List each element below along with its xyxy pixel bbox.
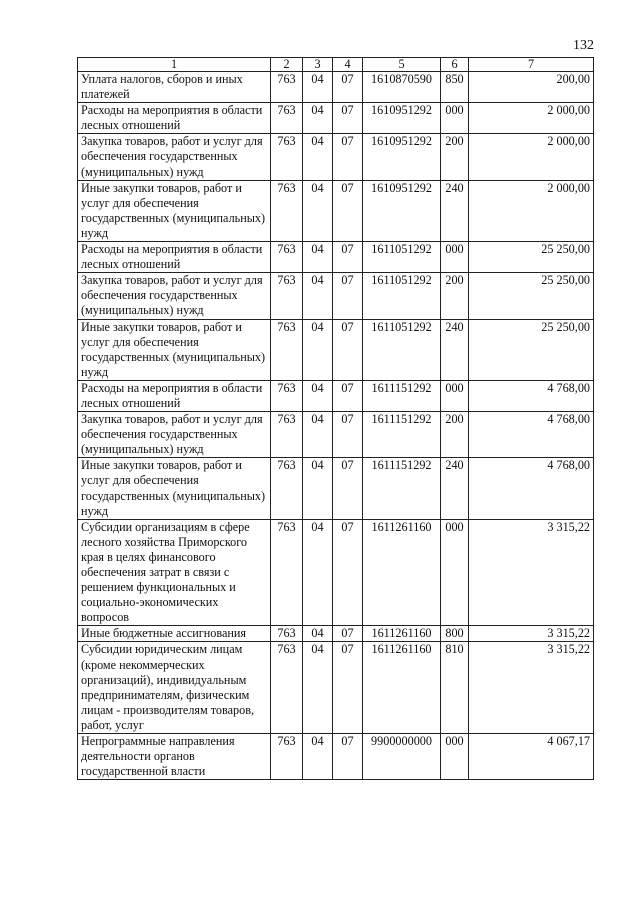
code-cell: 1611261160 bbox=[363, 626, 441, 642]
amount-cell: 2 000,00 bbox=[469, 180, 594, 241]
code-cell: 763 bbox=[271, 642, 303, 734]
amount-cell: 25 250,00 bbox=[469, 319, 594, 380]
code-cell: 000 bbox=[441, 519, 469, 626]
column-header: 6 bbox=[441, 58, 469, 72]
expense-name-cell: Субсидии организациям в сфере лесного хозяйства Приморского края в целях финансового обеспечения затрат в связи с решением функциональных и социально-экономических вопросов bbox=[78, 519, 271, 626]
code-cell: 04 bbox=[303, 103, 333, 134]
code-cell: 1611261160 bbox=[363, 642, 441, 734]
code-cell: 04 bbox=[303, 180, 333, 241]
table-row bbox=[78, 134, 594, 180]
code-cell: 000 bbox=[441, 380, 469, 411]
code-cell: 07 bbox=[333, 72, 363, 103]
code-cell: 07 bbox=[333, 412, 363, 458]
table-row bbox=[78, 72, 594, 103]
code-cell: 9900000000 bbox=[363, 734, 441, 780]
amount-cell: 2 000,00 bbox=[469, 134, 594, 180]
code-cell: 763 bbox=[271, 242, 303, 273]
table-row bbox=[78, 412, 594, 458]
expense-name-cell: Закупка товаров, работ и услуг для обеспечения государственных (муниципальных) нужд bbox=[78, 273, 271, 319]
code-cell: 763 bbox=[271, 458, 303, 519]
amount-cell: 4 768,00 bbox=[469, 412, 594, 458]
code-cell: 07 bbox=[333, 273, 363, 319]
column-header: 4 bbox=[333, 58, 363, 72]
code-cell: 1611151292 bbox=[363, 412, 441, 458]
code-cell: 200 bbox=[441, 412, 469, 458]
code-cell: 1610951292 bbox=[363, 103, 441, 134]
code-cell: 07 bbox=[333, 319, 363, 380]
code-cell: 1611261160 bbox=[363, 519, 441, 626]
code-cell: 763 bbox=[271, 626, 303, 642]
column-header: 5 bbox=[363, 58, 441, 72]
code-cell: 763 bbox=[271, 734, 303, 780]
code-cell: 800 bbox=[441, 626, 469, 642]
table-row bbox=[78, 242, 594, 273]
amount-cell: 4 768,00 bbox=[469, 458, 594, 519]
code-cell: 07 bbox=[333, 103, 363, 134]
code-cell: 240 bbox=[441, 319, 469, 380]
column-header: 7 bbox=[469, 58, 594, 72]
code-cell: 000 bbox=[441, 103, 469, 134]
code-cell: 763 bbox=[271, 273, 303, 319]
code-cell: 1611151292 bbox=[363, 380, 441, 411]
column-header: 3 bbox=[303, 58, 333, 72]
table-row bbox=[78, 734, 594, 780]
code-cell: 1610870590 bbox=[363, 72, 441, 103]
code-cell: 04 bbox=[303, 626, 333, 642]
expense-name-cell: Расходы на мероприятия в области лесных отношений bbox=[78, 380, 271, 411]
code-cell: 763 bbox=[271, 380, 303, 411]
amount-cell: 4 768,00 bbox=[469, 380, 594, 411]
amount-cell: 2 000,00 bbox=[469, 103, 594, 134]
expense-name-cell: Расходы на мероприятия в области лесных отношений bbox=[78, 242, 271, 273]
code-cell: 07 bbox=[333, 242, 363, 273]
expense-name-cell: Непрограммные направления деятельности органов государственной власти bbox=[78, 734, 271, 780]
code-cell: 07 bbox=[333, 180, 363, 241]
code-cell: 04 bbox=[303, 642, 333, 734]
code-cell: 07 bbox=[333, 519, 363, 626]
expense-name-cell: Уплата налогов, сборов и иных платежей bbox=[78, 72, 271, 103]
code-cell: 04 bbox=[303, 412, 333, 458]
budget-table bbox=[77, 57, 594, 780]
code-cell: 07 bbox=[333, 642, 363, 734]
code-cell: 04 bbox=[303, 519, 333, 626]
amount-cell: 200,00 bbox=[469, 72, 594, 103]
table-row bbox=[78, 519, 594, 626]
code-cell: 1611051292 bbox=[363, 319, 441, 380]
code-cell: 04 bbox=[303, 380, 333, 411]
amount-cell: 3 315,22 bbox=[469, 642, 594, 734]
code-cell: 763 bbox=[271, 180, 303, 241]
table-row bbox=[78, 103, 594, 134]
code-cell: 07 bbox=[333, 626, 363, 642]
code-cell: 763 bbox=[271, 72, 303, 103]
table-row bbox=[78, 319, 594, 380]
code-cell: 07 bbox=[333, 458, 363, 519]
code-cell: 000 bbox=[441, 734, 469, 780]
code-cell: 04 bbox=[303, 734, 333, 780]
expense-name-cell: Расходы на мероприятия в области лесных отношений bbox=[78, 103, 271, 134]
code-cell: 240 bbox=[441, 458, 469, 519]
code-cell: 200 bbox=[441, 134, 469, 180]
table-row bbox=[78, 626, 594, 642]
code-cell: 240 bbox=[441, 180, 469, 241]
table-row bbox=[78, 642, 594, 734]
code-cell: 810 bbox=[441, 642, 469, 734]
code-cell: 04 bbox=[303, 72, 333, 103]
code-cell: 763 bbox=[271, 412, 303, 458]
code-cell: 763 bbox=[271, 103, 303, 134]
code-cell: 763 bbox=[271, 319, 303, 380]
code-cell: 04 bbox=[303, 458, 333, 519]
amount-cell: 25 250,00 bbox=[469, 242, 594, 273]
table-row bbox=[78, 380, 594, 411]
header-row bbox=[78, 58, 594, 72]
code-cell: 04 bbox=[303, 134, 333, 180]
amount-cell: 3 315,22 bbox=[469, 626, 594, 642]
table-row bbox=[78, 458, 594, 519]
amount-cell: 4 067,17 bbox=[469, 734, 594, 780]
code-cell: 04 bbox=[303, 319, 333, 380]
expense-name-cell: Иные закупки товаров, работ и услуг для обеспечения государственных (муниципальных) нужд bbox=[78, 458, 271, 519]
code-cell: 850 bbox=[441, 72, 469, 103]
expense-name-cell: Субсидии юридическим лицам (кроме некоммерческих организаций), индивидуальным предпринимателям, физическим лицам - производителям товаров, работ, услуг bbox=[78, 642, 271, 734]
amount-cell: 3 315,22 bbox=[469, 519, 594, 626]
code-cell: 1611051292 bbox=[363, 273, 441, 319]
expense-name-cell: Иные бюджетные ассигнования bbox=[78, 626, 271, 642]
code-cell: 07 bbox=[333, 134, 363, 180]
code-cell: 07 bbox=[333, 734, 363, 780]
code-cell: 04 bbox=[303, 242, 333, 273]
amount-cell: 25 250,00 bbox=[469, 273, 594, 319]
expense-name-cell: Закупка товаров, работ и услуг для обеспечения государственных (муниципальных) нужд bbox=[78, 412, 271, 458]
code-cell: 000 bbox=[441, 242, 469, 273]
expense-name-cell: Иные закупки товаров, работ и услуг для обеспечения государственных (муниципальных) нужд bbox=[78, 319, 271, 380]
expense-name-cell: Иные закупки товаров, работ и услуг для обеспечения государственных (муниципальных) нужд bbox=[78, 180, 271, 241]
code-cell: 1610951292 bbox=[363, 180, 441, 241]
code-cell: 763 bbox=[271, 134, 303, 180]
code-cell: 1611151292 bbox=[363, 458, 441, 519]
code-cell: 07 bbox=[333, 380, 363, 411]
code-cell: 1611051292 bbox=[363, 242, 441, 273]
table-row bbox=[78, 180, 594, 241]
code-cell: 04 bbox=[303, 273, 333, 319]
code-cell: 200 bbox=[441, 273, 469, 319]
column-header: 1 bbox=[78, 58, 271, 72]
table-row bbox=[78, 273, 594, 319]
page-number: 132 bbox=[573, 38, 594, 53]
code-cell: 1610951292 bbox=[363, 134, 441, 180]
column-header: 2 bbox=[271, 58, 303, 72]
code-cell: 763 bbox=[271, 519, 303, 626]
expense-name-cell: Закупка товаров, работ и услуг для обеспечения государственных (муниципальных) нужд bbox=[78, 134, 271, 180]
